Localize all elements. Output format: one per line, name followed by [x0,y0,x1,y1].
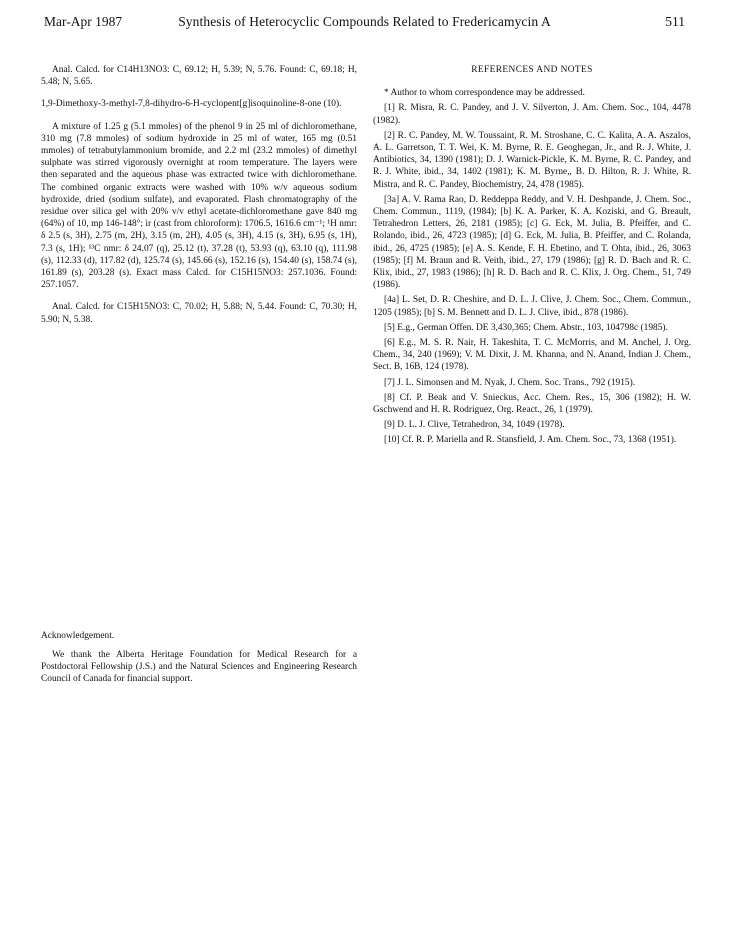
page-header [44,14,685,34]
page-number: 511 [665,14,685,29]
reference-item: [10] Cf. R. P. Mariella and R. Stansfield, J. Am. Chem. Soc., 73, 1368 (1951). [384,435,677,446]
reference-item: [8] Cf. P. Beak and V. Snieckus, Acc. Chem. Res., 15, 306 (1982); H. W. Gschwend and H. R. Rodriguez, Org. React., 26, 1 (1979). [373,392,691,416]
reference-item: [6] E.g., M. S. R. Nair, H. Takeshita, T. C. McMorris, and M. Anchel, J. Org. Chem., 34, 240 (1969); V. M. Dixit, J. M. Khanna, and N. Anand, Indian J. Chem., Sect. B, 16B, 124 (1978). [373,338,691,373]
running-title: Synthesis of Heterocyclic Compounds Related to Fredericamycin A [178,14,551,29]
left-column [41,64,357,686]
issue-date: Mar-Apr 1987 [44,14,123,29]
reference-item: [3a] A. V. Rama Rao, D. Reddeppa Reddy, and V. H. Deshpande, J. Chem. Soc., Chem. Commun., 1119, (1984); [b] K. A. Parker, K. A. Koziski, and G. Breault, Tetrahedron Letters, 26, 2181 (1985); [c] G. Eck, M. Julia, B. Pfeiffer, and C. Rolando, ibid., 26, 4723 (1985); [d] G. Eck, M. Julia, B. Pfeiffer, and C. Rolanda, ibid., 26, 4725 (1985); [e] A. S. Kende, F. H. Ebetino, and T. Ohta, ibid., 26, 3063 (1985); [f] M. Braun and R. Veith, ibid., 27, 179 (1986); [g] R. D. Bach and R. C. Klix, ibid., 27, 1983 (1986); [h] R. D. Bach and R. C. Klix, J. Org. Chem., 51, 749 (1986). [373,194,691,291]
procedure-paragraph: A mixture of 1.25 g (5.1 mmoles) of the phenol 9 in 25 ml of dichloromethane, 310 mg (7.8 mmoles) of sodium hydroxide in 25 ml of water, 165 mg (0.51 mmoles) of tetrabutylammonium bromide, and 2.2 ml (23.2 mmoles) of dimethyl sulphate was stirred vigorously overnight at room temperature. The layers were then separated and the aqueous phase was extracted twice with dichloromethane. The combined organic extracts were washed with 10% w/v aqueous sodium hydroxide, dried (sodium sulfate), and evaporated. Flash chromatography of the residue over silica gel with 20% v/v ethyl acetate-dichloromethane gave 840 mg (64%) of 10, mp 146-148°; ir (cast from chloroform): 1706.5, 1616.6 cm⁻¹; ¹H nmr: δ 2.5 (s, 3H), 2.75 (m, 2H), 3.15 (m, 2H), 4.05 (s, 3H), 4.15 (s, 3H), 6.95 (s, 1H), 7.3 (s, 1H); ¹³C nmr: δ 24.07 (q), 25.12 (t), 37.28 (t), 53.93 (q), 63.10 (q), 111.98 (s), 112.33 (d), 117.82 (d), 125.74 (s), 145.66 (s), 152.16 (s), 154.40 (s), 158.74 (s), 161.89 (s), 203.28 (s). Exact mass Calcd. for C15H15NO3: 257.1036. Found: 257.1057. [41,121,357,291]
reference-item: [7] J. L. Simonsen and M. Nyak, J. Chem. Soc. Trans., 792 (1915). [384,377,636,388]
reference-item: [5] E.g., German Offen. DE 3,430,365; Chem. Abstr., 103, 104798c (1985). [384,322,668,333]
reference-item: [2] R. C. Pandey, M. W. Toussaint, R. M. Stroshane, C. C. Kalita, A. A. Aszalos, A. L. Garretson, T. T. Wei, K. M. Byrne, R. E. Geoghegan, Jr., and R. J. White, J. Antibiotics, 34, 1390 (1981); D. J. Warnick-Pickle, K. M. Byrne, R. C. Pandey, and R. J. White, ibid., 34, 1402 (1981); K. M. Byrne,, B. D. Hilton, R. J. White, R. Mistra, and R. C. Pandey, Biochemistry, 24, 478 (1985). [373,130,691,190]
author-note: * Author to whom correspondence may be addressed. [384,88,585,99]
acknowledgement-heading: Acknowledgement. [41,630,115,641]
references-heading: REFERENCES AND NOTES [471,65,593,75]
acknowledgement-text: We thank the Alberta Heritage Foundation for Medical Research for a Postdoctoral Fellowship (J.S.) and the Natural Sciences and Engineering Research Council of Canada for financial support. [41,650,357,685]
reference-item: [4a] L. Set, D. R. Cheshire, and D. L. J. Clive, J. Chem. Soc., Chem. Commun., 1205 (1985); [b] S. M. Bennett and D. L. J. Clive, ibid., 878 (1986). [373,295,691,318]
reference-item: [1] R. Misra, R. C. Pandey, and J. V. Silverton, J. Am. Chem. Soc., 104, 4478 (1982). [373,103,691,126]
reference-item: [9] D. L. J. Clive, Tetrahedron, 34, 1049 (1978). [384,420,565,431]
analysis-paragraph-1: Anal. Calcd. for C14H13NO3: C, 69.12; H, 5.39; N, 5.76. Found: C, 69.18; H, 5.48; N, 5.65. [41,65,357,88]
compound-title: 1,9-Dimethoxy-3-methyl-7,8-dihydro-6-H-cyclopent[g]isoquinoline-8-one (10). [41,99,342,110]
analysis-paragraph-2: Anal. Calcd. for C15H15NO3: C, 70.02; H, 5.88; N, 5.44. Found: C, 70.30; H, 5.90; N, 5.38. [41,302,357,325]
right-column [373,64,691,450]
